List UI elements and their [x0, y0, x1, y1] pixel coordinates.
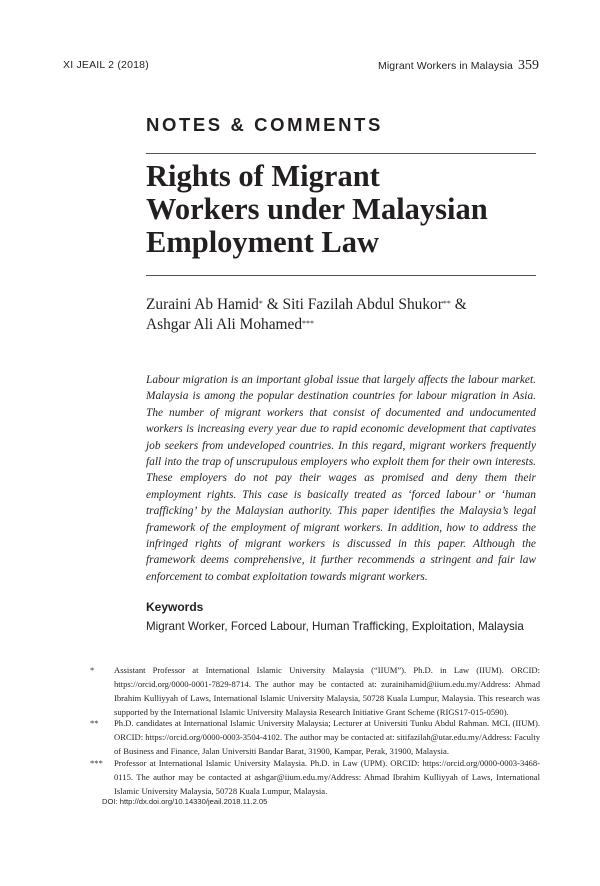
keywords-list: Migrant Worker, Forced Labour, Human Trafficking, Exploitation, Malaysia: [146, 620, 524, 633]
author-footnote-mark: *: [258, 299, 263, 308]
author-name: Zuraini Ab Hamid: [146, 296, 259, 313]
journal-citation: XI JEAIL 2 (2018): [63, 59, 149, 71]
page-number: 359: [518, 58, 539, 73]
abstract: Labour migration is an important global issue that largely affects the labour market. Malaysia is among the popular destination countries for labour migration in Asia. The number of migrant workers that consist of documented and undocumented workers is increasing every year due to rapid economic development that captivates job seekers from undeveloped countries. In this regard, migrant workers frequently fall into the trap of unscrupulous employers who exploit them for their own interests. These employers do not pay their wages as promised and deny them their employment rights. This case is basically treated as ‘forced labour’ or ‘human trafficking’ by the Malaysian authority. This paper identifies the Malaysia’s legal framework of the employment of migrant workers. In addition, how to address the infringed rights of migrant workers is discussed in this paper. Although the framework deems comprehensive, it further recommends a stringent and fair law enforcement to combat exploitation towards migrant workers.: [146, 374, 536, 583]
footnote-mark: *: [90, 665, 95, 675]
author-separator: &: [450, 296, 467, 313]
doi-link[interactable]: DOI: http://dx.doi.org/10.14330/jeail.2018.11.2.05: [102, 797, 268, 806]
running-head: [63, 56, 539, 74]
author-name: Ashgar Ali Ali Mohamed: [146, 316, 303, 333]
footnote-mark: **: [90, 718, 99, 728]
footnote-text: Professor at International Islamic University Malaysia. Ph.D. in Law (UPM). ORCID: https://orcid.org/0000-0003-3468-0115. The author may be contacted at ashgar@iium.edu.my/Address: Ahmad Ibrahim Kulliyyah of Laws, International Islamic University Malaysia, 50728 Kuala Lumpur, Malaysia.: [114, 758, 540, 796]
footnote-text: Assistant Professor at International Islamic University Malaysia (“IIUM”). Ph.D. in Law (IIUM). ORCID: https://orcid.org/0000-0001-7829-8714. The author may be contacted at: zurainihamid@iium.edu.my/Address: Ahmad Ibrahim Kulliyyah of Laws, International Islamic University Malaysia, 50728 Kuala Lumpur, Malaysia. This research was supported by the International Islamic University Malaysia Research Initiative Grant Scheme (RIGS17-015-0590).: [114, 665, 540, 717]
author-footnote-mark: **: [442, 299, 451, 308]
footnote-text: Ph.D. candidates at International Islamic University Malaysia; Lecturer at Universiti Tunku Abdul Rahman. MCL (IIUM). ORCID: https://orcid.org/0000-0003-3504-4102. The author may be contacted at: sitifazilah@utar.edu.my/Address: Faculty of Business and Finance, Jalan Universiti Bandar Barat, 31900, Kampar, Perak, 31900, Malaysia.: [114, 718, 540, 756]
title-bottom-rule: [146, 275, 536, 276]
footnote-mark: ***: [90, 758, 103, 768]
running-title: Migrant Workers in Malaysia: [378, 60, 513, 72]
keywords-heading: Keywords: [146, 600, 204, 614]
running-title-group: [378, 56, 539, 74]
author-line: [146, 315, 546, 335]
title-line: Employment Law: [146, 225, 379, 259]
section-label: NOTES & COMMENTS: [146, 114, 383, 135]
author-footnote-mark: ***: [302, 319, 315, 328]
author-list: [146, 295, 546, 335]
title-line: Rights of Migrant: [146, 159, 380, 193]
article-title: [146, 160, 546, 259]
title-line: Workers under Malaysian: [146, 192, 488, 226]
author-name: & Siti Fazilah Abdul Shukor: [262, 296, 443, 313]
title-top-rule: [146, 153, 536, 154]
author-line: [146, 295, 546, 315]
